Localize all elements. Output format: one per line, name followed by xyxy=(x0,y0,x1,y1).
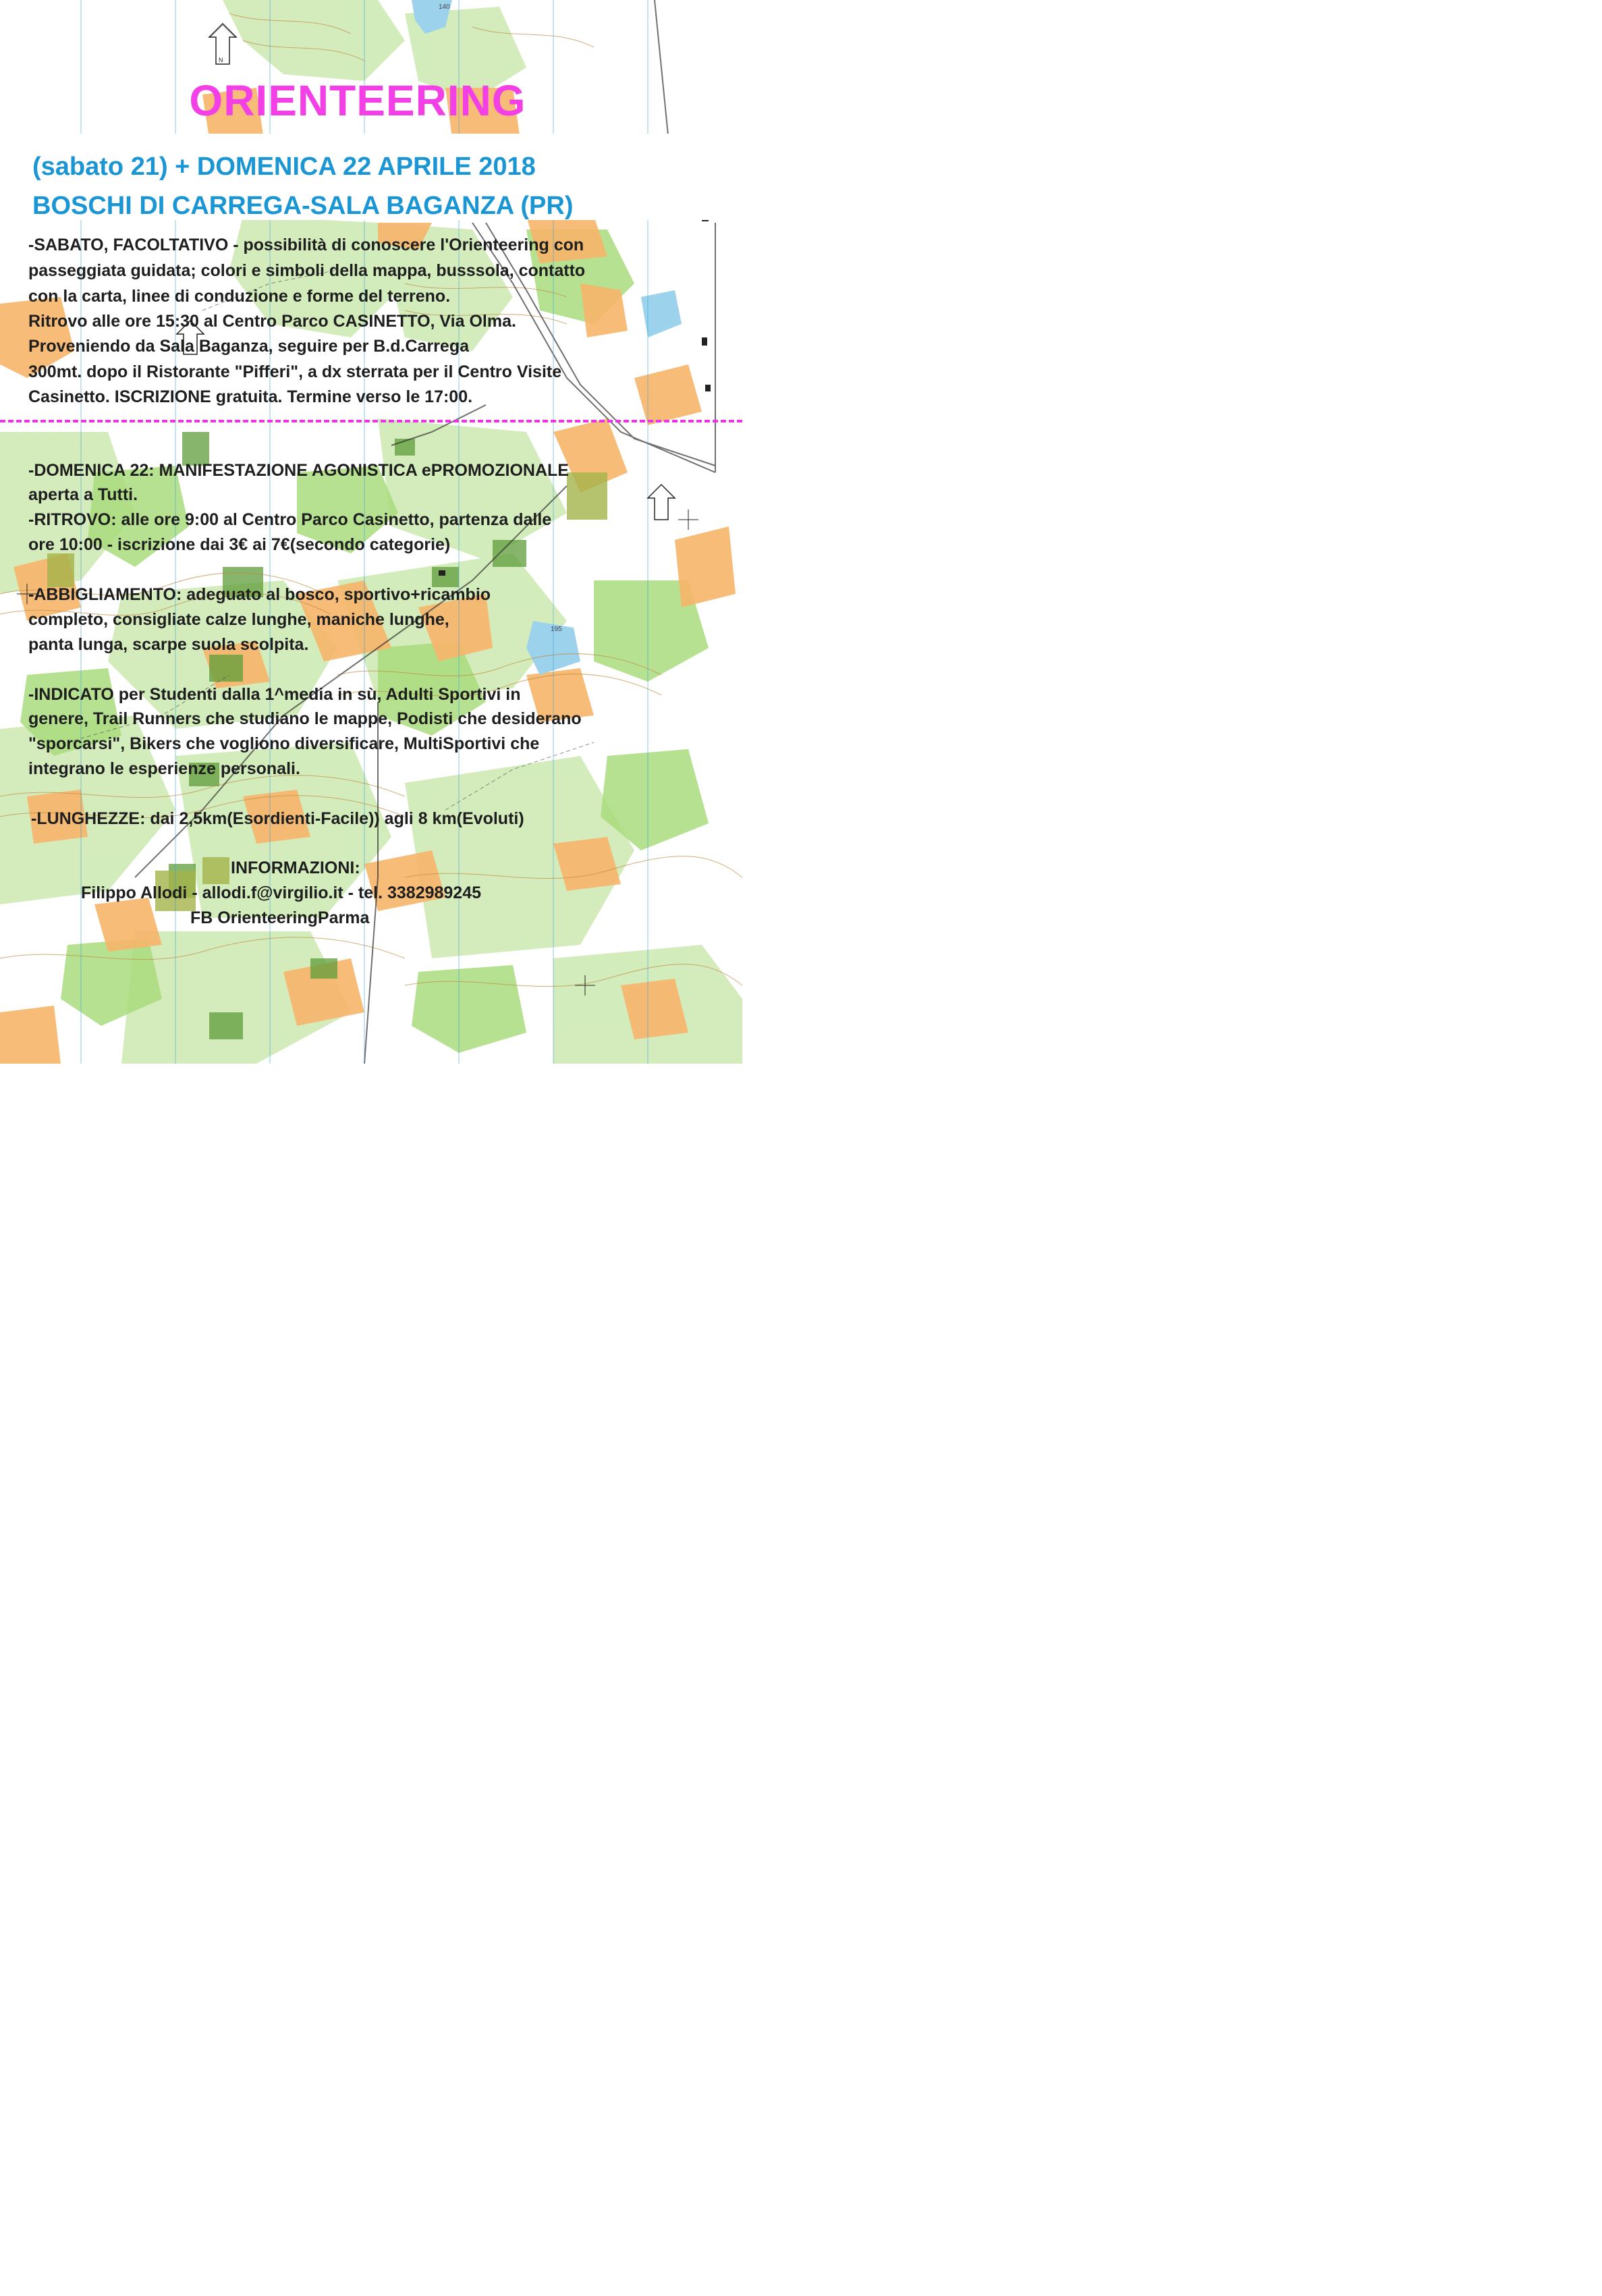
indicated-line: integrano le esperienze personali. xyxy=(28,759,300,778)
poster-title: ORIENTEERING xyxy=(189,76,526,125)
section-divider xyxy=(0,420,742,422)
saturday-line: -SABATO, FACOLTATIVO - possibilità di conoscere l'Orienteering con xyxy=(28,236,584,254)
info-heading: INFORMAZIONI: xyxy=(231,858,360,877)
clothing-line: completo, consigliate calze lunghe, maniche lunghe, xyxy=(28,610,449,629)
info-contact: Filippo Allodi - allodi.f@virgilio.it - tel. 3382989245 xyxy=(81,883,482,902)
map-label-195: 195 xyxy=(551,626,562,633)
headline-date: (sabato 21) + DOMENICA 22 APRILE 2018 xyxy=(32,153,536,181)
sunday-line: -RITROVO: alle ore 9:00 al Centro Parco Casinetto, partenza dalle xyxy=(28,510,552,529)
indicated-line: "sporcarsi", Bikers che vogliono diversificare, MultiSportivi che xyxy=(28,734,540,753)
saturday-line: Ritrovo alle ore 15:30 al Centro Parco CASINETTO, Via Olma. xyxy=(28,312,516,331)
clothing-line: -ABBIGLIAMENTO: adeguato al bosco, sportivo+ricambio xyxy=(28,585,491,604)
saturday-line: con la carta, linee di conduzione e forme del terreno. xyxy=(28,287,451,306)
saturday-line: 300mt. dopo il Ristorante "Pifferi", a dx sterrata per il Centro Visite xyxy=(28,362,562,381)
info-facebook: FB OrienteeringParma xyxy=(190,908,370,927)
clothing-line: panta lunga, scarpe suola scolpita. xyxy=(28,635,309,654)
sunday-line: -DOMENICA 22: MANIFESTAZIONE AGONISTICA ePROMOZIONALE xyxy=(28,461,569,480)
headline-location: BOSCHI DI CARREGA-SALA BAGANZA (PR) xyxy=(32,192,574,220)
map-label-140: 140 xyxy=(439,3,450,11)
saturday-line: Proveniendo da Sala Baganza, seguire per B.d.Carrega xyxy=(28,337,469,356)
saturday-line: Casinetto. ISCRIZIONE gratuita. Termine verso le 17:00. xyxy=(28,387,473,406)
sunday-line: aperta a Tutti. xyxy=(28,485,138,504)
lengths-line: -LUNGHEZZE: dai 2,5km(Esordienti-Facile)) agli 8 km(Evoluti) xyxy=(31,809,524,828)
svg-text:N: N xyxy=(219,57,223,63)
indicated-line: genere, Trail Runners che studiano le mappe, Podisti che desiderano xyxy=(28,709,582,728)
indicated-line: -INDICATO per Studenti dalla 1^media in sù, Adulti Sportivi in xyxy=(28,685,521,704)
poster xyxy=(0,0,742,1064)
sunday-line: ore 10:00 - iscrizione dai 3€ ai 7€(secondo categorie) xyxy=(28,535,451,554)
saturday-line: passeggiata guidata; colori e simboli della mappa, busssola, contatto xyxy=(28,261,586,280)
